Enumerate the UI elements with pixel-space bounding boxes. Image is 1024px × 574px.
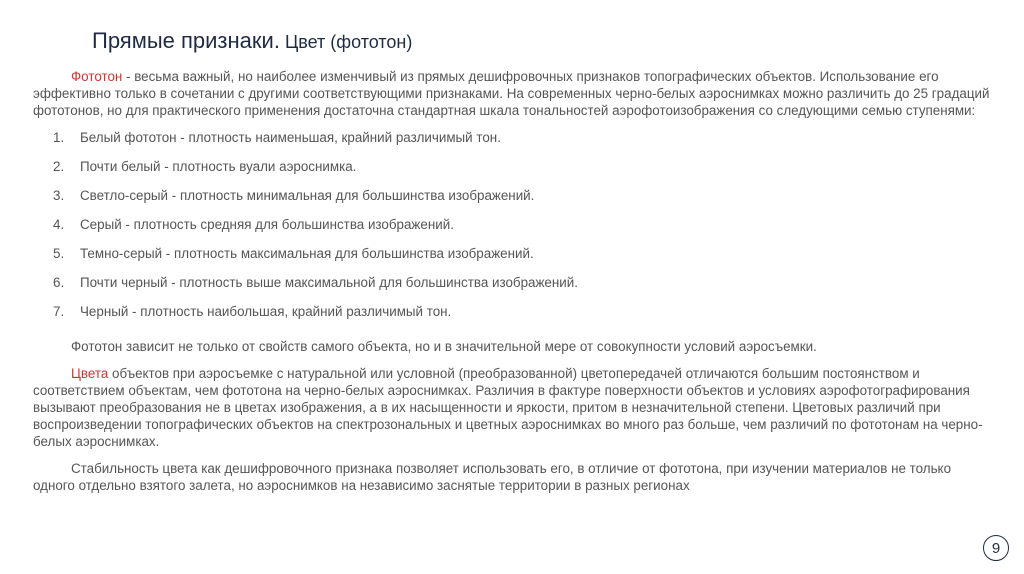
list-item-text: Почти черный - плотность выше максимальной для большинства изображений. — [80, 275, 578, 290]
slide-title — [92, 28, 412, 54]
colors-text: объектов при аэросъемке с натуральной или условной (преобразованной) цветопередачей отличаются большим постоянством и соответствием объектам, чем фототона на черно-белых аэроснимках. Различия в фактуре поверхности объектов и условиях аэрофотографирования вызывают преобразования не в цветах изображения, а в их насыщенности и яркости, притом в незначительной степени. Цветовых различий при воспроизведении топографических объектов на спектрозональных и цветных аэроснимках во много раз больше, чем различий по фототонам на черно-белых аэроснимках. — [33, 366, 983, 449]
title-main: Прямые признаки. — [92, 28, 280, 53]
list-item-text: Светло-серый - плотность минимальная для большинства изображений. — [80, 188, 535, 203]
list-item — [33, 129, 993, 158]
list-item-number: 4. — [53, 217, 65, 232]
list-item-text: Темно-серый - плотность максимальная для большинства изображений. — [80, 246, 534, 261]
paragraph-colors — [33, 365, 993, 450]
colors-highlight: Цвета — [71, 366, 109, 381]
list-item — [33, 303, 993, 332]
list-item-text: Серый - плотность средняя для большинства изображений. — [80, 217, 454, 232]
list-item — [33, 274, 993, 303]
list-item — [33, 187, 993, 216]
intro-paragraph — [33, 68, 993, 119]
list-item-number: 5. — [53, 246, 65, 261]
list-item-number: 3. — [53, 188, 65, 203]
list-item-text: Белый фототон - плотность наименьшая, крайний различимый тон. — [80, 130, 501, 145]
intro-text: - весьма важный, но наиболее изменчивый из прямых дешифровочных признаков топографических объектов. Использование его эффективно только в сочетании с другими соответствующими признаками. На современных черно-белых аэроснимках можно различить до 25 градаций фототонов, но для практического применения достаточна стандартная шкала тональностей аэрофотоизображения со следующими семью ступенями: — [33, 69, 990, 118]
intro-highlight: Фототон — [71, 69, 123, 84]
list-item-number: 6. — [53, 275, 65, 290]
paragraph-dependency: Фототон зависит не только от свойств самого объекта, но и в значительной мере от совокупности условий аэросъемки. — [71, 339, 817, 354]
slide-content — [33, 68, 993, 504]
list-item-text: Черный - плотность наибольшая, крайний различимый тон. — [80, 304, 452, 319]
title-sub: Цвет (фототон) — [279, 32, 413, 52]
list-item-number: 1. — [53, 130, 65, 145]
list-item — [33, 158, 993, 187]
list-item-text: Почти белый - плотность вуали аэроснимка. — [80, 159, 357, 174]
list-item-number: 7. — [53, 304, 65, 319]
list-item — [33, 245, 993, 274]
tone-scale-list — [33, 129, 993, 332]
list-item — [33, 216, 993, 245]
paragraph-stability: Стабильность цвета как дешифровочного признака позволяет использовать его, в отличие от фототона, при изучении материалов не только одного отдельно взятого залета, но аэроснимков на независимо заснятые территории в разных регионах — [33, 461, 952, 493]
slide-number-badge: 9 — [983, 535, 1009, 561]
list-item-number: 2. — [53, 159, 65, 174]
